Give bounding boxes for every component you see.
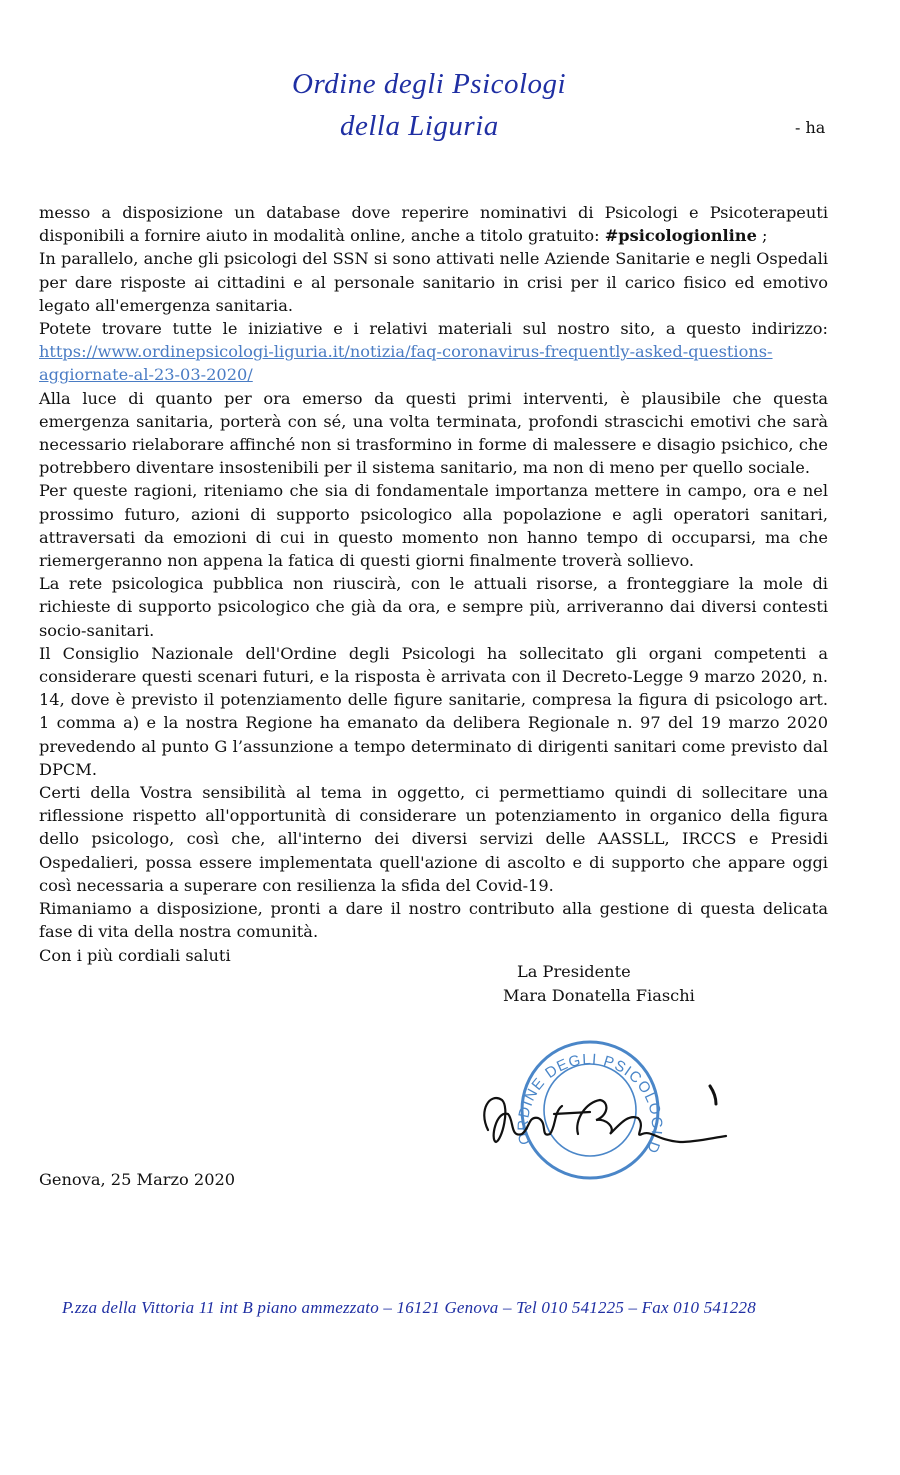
letterhead xyxy=(0,0,900,160)
signature-and-stamp xyxy=(450,1030,750,1190)
signatory-name: Mara Donatella Fiaschi xyxy=(503,986,695,1005)
footer-address: P.zza della Vittoria 11 int B piano ammezzato – 16121 Genova – Tel 010 541225 – Fax 010 541228 xyxy=(62,1298,756,1317)
paragraph-text: Potete trovare tutte le iniziative e i relativi materiali sul nostro sito, a questo indirizzo: xyxy=(39,319,828,339)
letter-date: Genova, 25 Marzo 2020 xyxy=(39,1170,236,1189)
paragraph-text: ; xyxy=(756,226,768,246)
website-link[interactable]: https://www.ordinepsicologi-liguria.it/notizia/faq-coronavirus-frequently-asked-questions-aggiornate-al-23-03-2020/ xyxy=(39,342,773,385)
paragraph: Per queste ragioni, riteniamo che sia di fondamentale importanza mettere in campo, ora e nel prossimo futuro, azioni di supporto psicologico alla popolazione e agli operatori sanitari, attraversati da emozioni di cui in questo momento non hanno tempo di occuparsi, ma che riemergeranno non appena la fatica di questi giorni finalmente troverà sollievo. xyxy=(39,481,828,571)
letterhead-subtitle: della Liguria xyxy=(340,110,499,142)
signatory-role: La Presidente xyxy=(517,962,631,981)
hashtag: #psicologionline xyxy=(604,226,757,246)
paragraph xyxy=(39,317,828,387)
stamp-text: ORDINE DEGLI PSICOLOGI D xyxy=(514,1050,666,1157)
paragraph: Alla luce di quanto per ora emerso da questi primi interventi, è plausibile che questa emergenza sanitaria, porterà con sé, una volta terminata, profondi strascichi emotivi che sarà necessario rielaborare affinché non si trasformino in forme di malessere e disagio psichico, che potrebbero diventare insostenibili per il sistema sanitario, ma non di meno per quello sociale. xyxy=(39,388,828,478)
official-stamp xyxy=(450,1030,665,1178)
paragraph: Il Consiglio Nazionale dell'Ordine degli Psicologi ha sollecitato gli organi competenti a considerare questi scenari futuri, e la risposta è arrivata con il Decreto-Legge 9 marzo 2020, n. 14, dove è previsto il potenziamento delle figure sanitarie, compresa la figura di psicologo art. 1 comma a) e la nostra Regione ha emanato da delibera Regionale n. 97 del 19 marzo 2020 prevedendo al punto G l’assunzione a tempo determinato di dirigenti sanitari come previsto dal DPCM. xyxy=(39,643,828,779)
continuation-text: - ha xyxy=(795,118,826,137)
letter-body xyxy=(39,201,828,967)
paragraph: Certi della Vostra sensibilità al tema in oggetto, ci permettiamo quindi di sollecitare una riflessione rispetto all'opportunità di considerare un potenziamento in organico della figura dello psicologo, così che, all'interno dei diversi servizi delle AASSLL, IRCCS e Presidi Ospedalieri, possa essere implementata quell'azione di ascolto e di supporto che appare oggi così necessaria a superare con resilienza la sfida del Covid-19. xyxy=(39,783,828,895)
paragraph: La rete psicologica pubblica non riuscirà, con le attuali risorse, a fronteggiare la mole di richieste di supporto psicologico che già da ora, e sempre più, arriveranno dai diversi contesti socio-sanitari. xyxy=(39,574,828,640)
paragraph: In parallelo, anche gli psicologi del SSN si sono attivati nelle Aziende Sanitarie e negli Ospedali per dare risposte ai cittadini e al personale sanitario in crisi per il carico fisico ed emotivo legato all'emergenza sanitaria. xyxy=(39,249,828,315)
paragraph: Rimaniamo a disposizione, pronti a dare il nostro contributo alla gestione di questa delicata fase di vita della nostra comunità. xyxy=(39,899,828,942)
stamp-svg xyxy=(450,1030,750,1190)
closing: Con i più cordiali saluti xyxy=(39,945,231,965)
letterhead-title: Ordine degli Psicologi xyxy=(292,68,567,100)
paragraph-text: messo a disposizione un database dove reperire nominativi di Psicologi e Psicoterapeuti disponibili a fornire aiuto in modalità online, anche a titolo gratuito: xyxy=(39,203,828,246)
paragraph xyxy=(39,201,828,247)
